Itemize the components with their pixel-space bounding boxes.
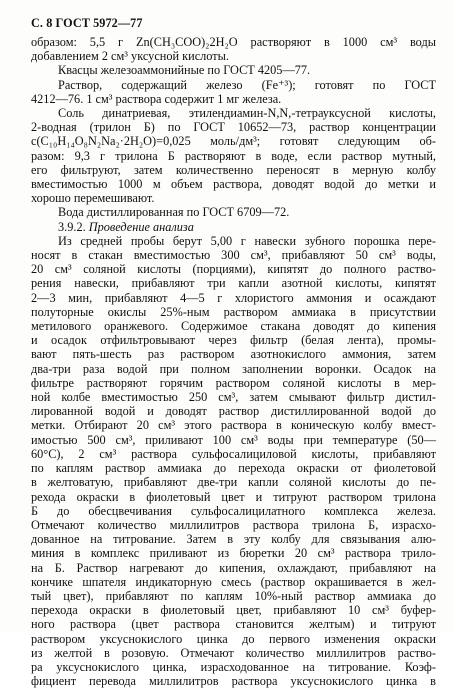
text-line: по каплям раствор аммиака до перехода окраски от фиолетовой [31,461,436,476]
text-line: 4212—76. 1 см³ раствора содержит 1 мг железа. [31,91,282,106]
text-line: имостью 500 см³, приливают 100 см³ воды при температуре (50— [31,432,436,447]
text-line: в желтоватую, прибавляют две-три капли соляной кислоты до пе- [31,475,436,490]
text-line: его фильтруют, затем количественно переносят в мерную колбу [31,162,436,177]
text-line: кончике шпателя индикаторную смесь (раствор окрашивается в жел- [31,574,436,589]
text-line: Соль динатриевая, этилендиамин-N,N,-тетрауксусной кислоты, [58,106,436,121]
text-line: и осадок отфильтровывают через фильтр (белая лента), промы- [31,333,436,348]
text-line: миния в комплекс приливают из бюретки 20 см³ раствора трило- [31,546,436,561]
text-line: на Б. Раствор нагревают до кипения, охлаждают, прибавляют на [31,560,436,575]
text-line: Б до обесцвечивания сульфосалицилатного комплекса железа. [31,503,436,518]
text-line: носят в стакан вместимостью 300 см³, прибавляют 50 см³ воды, [31,248,436,263]
page-header: С. 8 ГОСТ 5972—77 [31,16,143,30]
text-line: хорошо перемешивают. [31,191,155,206]
body-text [31,35,436,688]
text-line: Отмечают количество миллилитров раствора трилона Б, израсхо- [31,517,436,532]
text-line: 20 см³ соляной кислоты (порциями), кипятят до полного раство- [31,262,436,277]
text-line: 3.9.2. Проведение анализа [58,219,194,234]
text-line: 60°С), 2 см³ раствора сульфосалициловой кислоты, прибавляют [31,446,436,461]
text-line: образом: 5,5 г Zn(CH₃COO)₂2H₂O растворяют в 1000 см³ воды [31,35,436,49]
text-line: ра уксуснокислого цинка, израсходованное на титрование. Коэф- [31,659,436,674]
text-line: Вода дистиллированная по ГОСТ 6709—72. [58,205,290,220]
text-line: 2—3 мин, прибавляют 4—5 г хлористого аммония и осаждают [31,290,436,305]
text-line: ной колбе вместимостью 250 см³, затем смывают фильтр дистил- [31,390,436,405]
text-line: лированной водой и доводят раствор дистиллированной водой до [31,404,436,419]
text-line: метки. Отбирают 20 см³ этого раствора в коническую колбу вмест- [31,418,436,433]
text-line: метилового оранжевого. Содержимое стакана доводят до кипения [31,319,436,334]
text-line: фильтре растворяют горячим раствором соляной кислоты в мер- [31,375,436,390]
text-line: Квасцы железоаммонийные по ГОСТ 4205—77. [58,63,311,78]
text-line: ного раствора (цвет раствора становится желтым) и титруют [31,617,436,632]
text-line: рехода окраски в фиолетовый цвет и титруют раствором трилона [31,489,436,504]
text-line: дованное на титрование. Затем в эту колбу для связывания алю- [31,532,436,547]
text-line: вают пять-шесть раз раствором азотнокислого аммония, затем [31,347,436,362]
text-line: перехода окраски в фиолетовый цвет, прибавляют 10 см³ буфер- [31,603,436,618]
text-line: фициент перевода миллилитров раствора уксуснокислого цинка в [31,674,436,688]
text-line: разом: 9,3 г трилона Б растворяют в воде, если раствор мутный, [31,148,436,163]
text-line: из желтой в розовую. Отмечают количество миллилитров раство- [31,645,436,660]
text-line: 2-водная (трилон Б) по ГОСТ 10652—73, раствор концентрации [31,120,436,135]
text-line: Раствор, содержащий железо (Fe⁺³); готовят по ГОСТ [58,77,436,92]
text-line: раствором уксуснокислого цинка до первого изменения окраски [31,631,436,646]
text-line: Из средней пробы берут 5,00 г навески зубного порошка пере- [58,233,436,248]
text-line: добавлением 2 см³ уксусной кислоты. [31,49,230,64]
text-line: вместимостью 1000 м объем раствора, доводят водой до метки и [31,177,436,192]
text-line: два-три раза водой при полном заполнении воронки. Осадок на [31,361,436,376]
text-line: тый цвет), прибавляют по каплям 10%-ный раствор аммиака до [31,588,436,603]
text-line: полуторные окислы 25%-ным раствором аммиака в присутствии [31,304,436,319]
text-line: c(C₁₀H₁₄O₈N₂Na₂·2H₂O)=0,025 моль/дм³; готовят следующим об- [31,134,436,149]
text-line: рения навески, прибавляют три капли азотной кислоты, кипятят [31,276,436,291]
